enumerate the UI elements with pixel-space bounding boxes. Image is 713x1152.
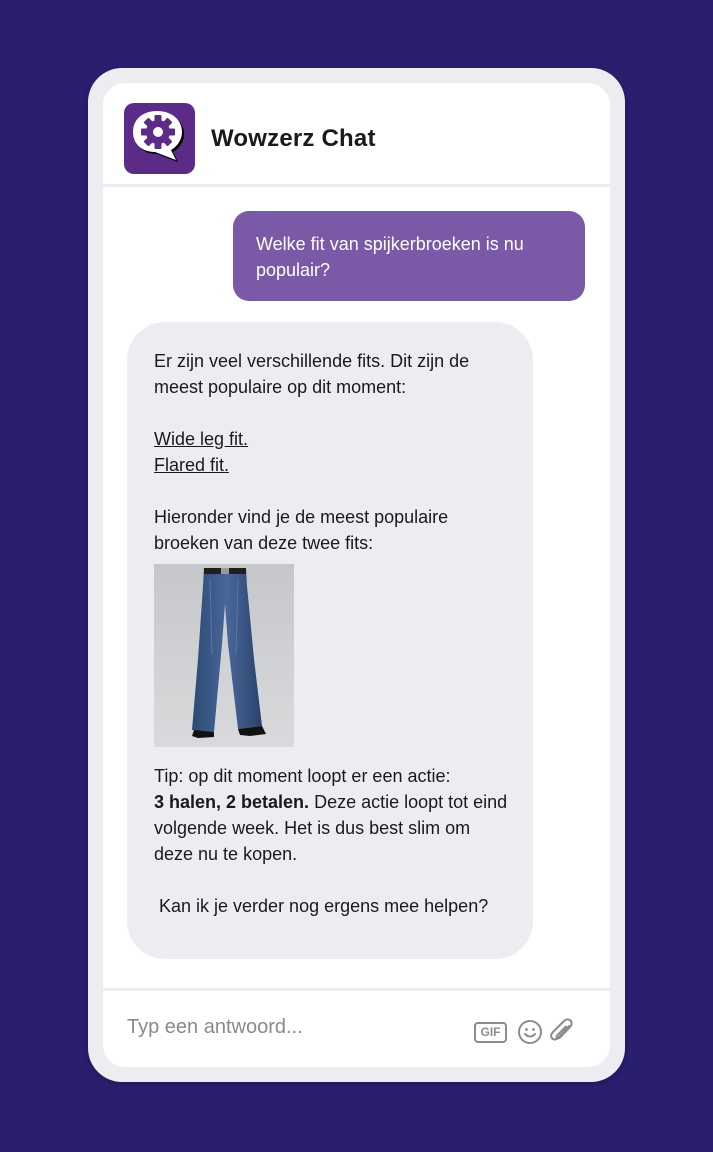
phone-frame: [88, 68, 625, 1082]
bot-products-intro: Hieronder vind je de meest populaire broeken van deze twee fits:: [154, 507, 449, 553]
app-title: Wowzerz Chat: [211, 125, 376, 152]
wide-leg-jeans-photo[interactable]: [154, 564, 294, 747]
bot-tip-line: Tip: op dit moment loopt er een actie:: [154, 766, 451, 786]
smiley-icon[interactable]: [517, 1019, 543, 1045]
message-composer: [103, 988, 610, 1067]
chat-header: [103, 83, 610, 187]
bot-closing-question: Kan ik je verder nog ergens mee helpen?: [159, 896, 489, 916]
reply-input[interactable]: [127, 1016, 447, 1039]
promo-details: Deze actie loopt tot eind volgende week. Het is dus best slim om deze nu te kopen.: [154, 792, 508, 864]
promo-highlight: 3 halen, 2 betalen.: [154, 792, 310, 812]
wide-leg-fit-link[interactable]: Wide leg fit.: [154, 429, 249, 449]
chat-screen: [103, 83, 610, 1067]
flared-fit-link[interactable]: Flared fit.: [154, 455, 230, 475]
user-message-bubble: [233, 211, 585, 301]
bot-message-bubble: [127, 322, 533, 959]
gif-button[interactable]: GIF: [474, 1022, 507, 1043]
user-message-text: Welke fit van spijkerbroeken is nu populair?: [256, 234, 524, 280]
chat-bubble-gear-icon: [124, 103, 195, 174]
bot-intro-text: Er zijn veel verschillende fits. Dit zijn de meest populaire op dit moment:: [154, 351, 470, 397]
bot-promo-text: [154, 789, 513, 867]
paperclip-icon[interactable]: [549, 1017, 575, 1047]
